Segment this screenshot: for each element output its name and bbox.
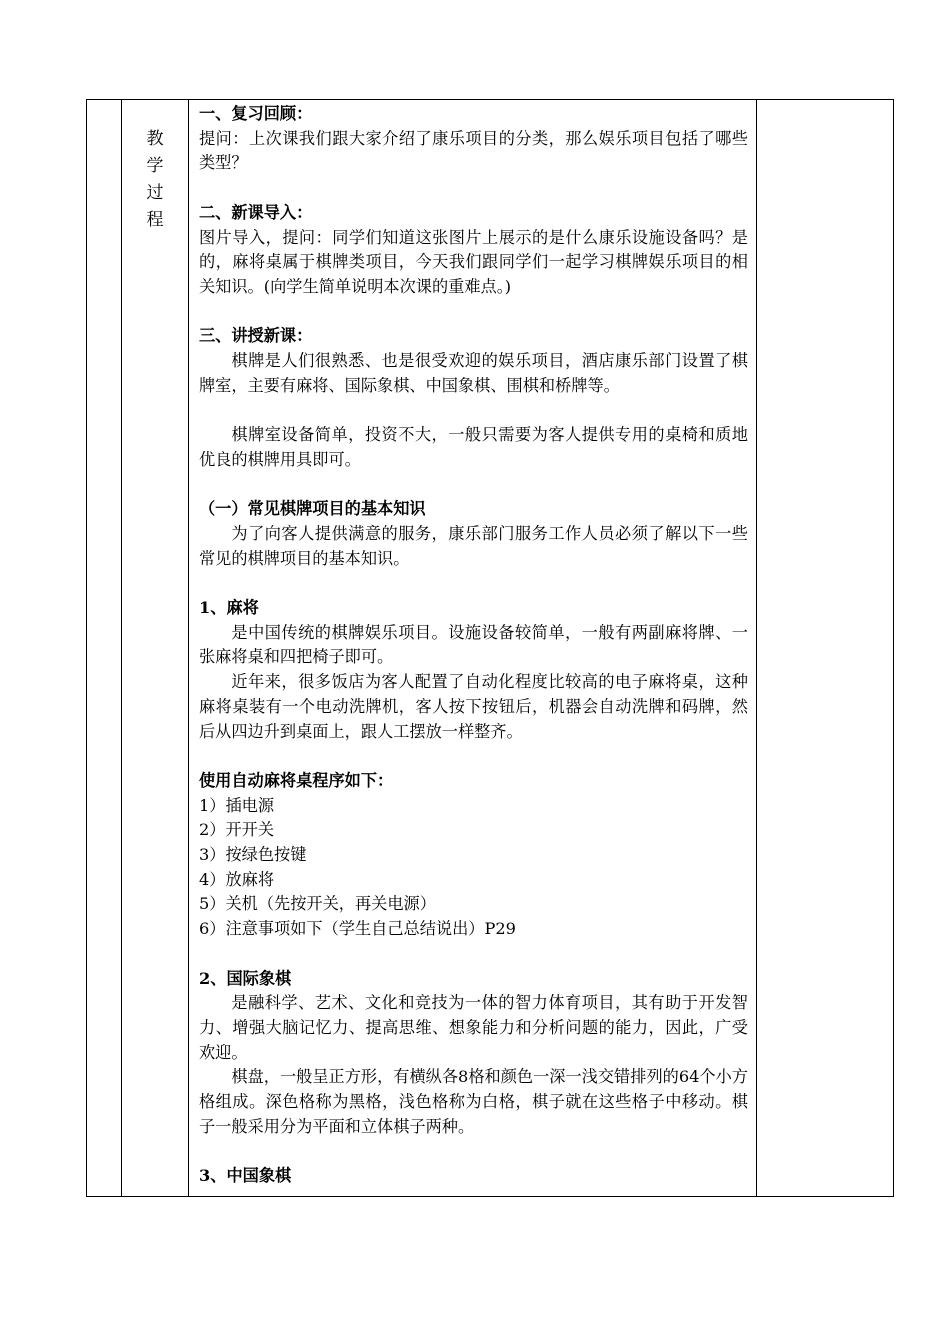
- section-heading: 1、麻将: [199, 597, 259, 617]
- indented-paragraph: 是融科学、艺术、文化和竞技为一体的智力体育项目，其有助于开发智力、增强大脑记忆力、提高思维、想象能力和分析问题的能力，因此，广受欢迎。: [199, 993, 748, 1062]
- paragraph: 4）放麻将: [199, 869, 275, 889]
- section-heading: 三、讲授新课：: [199, 326, 313, 346]
- row-label-char: 学: [146, 156, 164, 176]
- blank-line: [199, 942, 748, 967]
- paragraph: 5）关机（先按开关，再关电源）: [199, 894, 436, 914]
- blank-line: [199, 1139, 748, 1164]
- paragraph: 提问：上次课我们跟大家介绍了康乐项目的分类，那么娱乐项目包括了哪些类型？: [199, 128, 748, 173]
- blank-cell-left: [87, 100, 122, 1197]
- lesson-plan-table: [86, 99, 894, 1197]
- row-label-char: 过: [146, 183, 164, 203]
- indented-paragraph: 棋牌室设备简单，投资不大，一般只需要为客人提供专用的桌椅和质地优良的棋牌用具即可。: [199, 425, 748, 469]
- blank-line: [199, 744, 748, 769]
- indented-paragraph: 是中国传统的棋牌娱乐项目。设施设备较简单，一般有两副麻将牌、一张麻将桌和四把椅子即可。: [199, 622, 748, 667]
- section-heading: 二、新课导入：: [199, 202, 313, 222]
- indented-paragraph: 近年来，很多饭店为客人配置了自动化程度比较高的电子麻将桌，这种麻将桌装有一个电动洗牌机，客人按下按钮后，机器会自动洗牌和码牌，然后从四边升到桌面上，跟人工摆放一样整齐。: [199, 672, 748, 741]
- row-label: [122, 100, 188, 234]
- paragraph: 3）按绿色按键: [199, 845, 307, 864]
- paragraph: 2）开开关: [199, 820, 275, 840]
- section-heading: （一）常见棋牌项目的基本知识: [199, 499, 426, 519]
- row-label-char: 教: [146, 129, 164, 149]
- blank-cell-right: [757, 100, 894, 1197]
- blank-line: [199, 300, 748, 325]
- paragraph: 图片导入，提问：同学们知道这张图片上展示的是什么康乐设施设备吗？是的，麻将桌属于棋牌类项目，今天我们跟同学们一起学习棋牌娱乐项目的相关知识。(向学生简单说明本次课的重难点。): [199, 227, 748, 296]
- row-label-cell: [122, 100, 189, 1197]
- section-heading: 使用自动麻将桌程序如下：: [199, 770, 394, 790]
- section-heading: 3、中国象棋: [199, 1166, 292, 1186]
- blank-line: [199, 473, 748, 498]
- paragraph: 1）插电源: [199, 795, 275, 815]
- blank-line: [199, 571, 748, 596]
- indented-paragraph: 棋盘，一般呈正方形，有横纵各8格和颜色一深一浅交错排列的64个小方格组成。深色格称为黑格，浅色格称为白格，棋子就在这些格子中移动。棋子一般采用分为平面和立体棋子两种。: [199, 1067, 748, 1136]
- blank-line: [199, 398, 748, 423]
- blank-line: [199, 176, 748, 201]
- section-heading: 2、国际象棋: [199, 968, 292, 988]
- lesson-content: [189, 100, 756, 1189]
- paragraph: 6）注意事项如下（学生自己总结说出）P29: [199, 919, 516, 939]
- content-cell: [189, 100, 757, 1197]
- indented-paragraph: 棋牌是人们很熟悉、也是很受欢迎的娱乐项目，酒店康乐部门设置了棋牌室，主要有麻将、国际象棋、中国象棋、围棋和桥牌等。: [199, 351, 748, 395]
- indented-paragraph: 为了向客人提供满意的服务，康乐部门服务工作人员必须了解以下一些常见的棋牌项目的基本知识。: [199, 523, 748, 568]
- row-label-char: 程: [146, 210, 164, 230]
- teaching-process-row: [87, 100, 894, 1197]
- section-heading: 一、复习回顾：: [199, 104, 313, 123]
